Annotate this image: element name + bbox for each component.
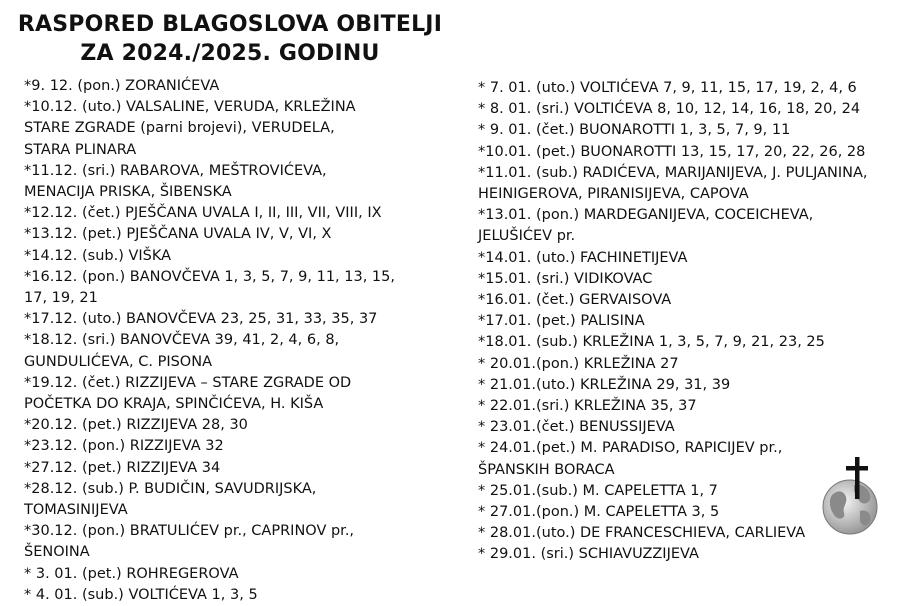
title-line-1: RASPORED BLAGOSLOVA OBITELJI — [17, 12, 443, 37]
schedule-line: *10.01. (pet.) BUONAROTTI 13, 15, 17, 20, 22, 26, 28 — [478, 143, 866, 160]
schedule-line: *19.12. (čet.) RIZZIJEVA – STARE ZGRADE OD — [24, 374, 352, 391]
schedule-line: HEINIGEROVA, PIRANISIJEVA, CAPOVA — [478, 186, 749, 203]
schedule-line: JELUŠIĆEV pr. — [478, 228, 576, 245]
schedule-left-column — [24, 76, 454, 606]
schedule-line: 17, 19, 21 — [24, 290, 98, 307]
schedule-line: *17.12. (uto.) BANOVČEVA 23, 25, 31, 33, 35, 37 — [24, 311, 378, 328]
schedule-line: ŠENOINA — [24, 544, 90, 561]
schedule-line: * 22.01.(sri.) KRLEŽINA 35, 37 — [478, 398, 697, 415]
schedule-line: * 7. 01. (uto.) VOLTIĆEVA 7, 9, 11, 15, 17, 19, 2, 4, 6 — [478, 80, 857, 96]
schedule-line: *9. 12. (pon.) ZORANIĆEVA — [24, 78, 220, 94]
schedule-line: * 23.01.(čet.) BENUSSIJEVA — [478, 419, 675, 436]
schedule-line: *27.12. (pet.) RIZZIJEVA 34 — [24, 459, 221, 476]
schedule-line: *11.12. (sri.) RABAROVA, MEŠTROVIĆEVA, — [24, 162, 327, 179]
schedule-line: *10.12. (uto.) VALSALINE, VERUDA, KRLEŽINA — [24, 99, 356, 116]
schedule-line: MENACIJA PRISKA, ŠIBENSKA — [24, 184, 232, 201]
schedule-line: * 8. 01. (sri.) VOLTIĆEVA 8, 10, 12, 14, 16, 18, 20, 24 — [478, 101, 861, 118]
schedule-line: *18.01. (sub.) KRLEŽINA 1, 3, 5, 7, 9, 21, 23, 25 — [478, 334, 825, 351]
schedule-line: * 25.01.(sub.) M. CAPELETTA 1, 7 — [478, 482, 718, 499]
schedule-line: * 29.01. (sri.) SCHIAVUZZIJEVA — [478, 546, 699, 563]
schedule-line: STARE ZGRADE (parni brojevi), VERUDELA, — [24, 120, 335, 137]
cross-over-globe-icon — [820, 455, 890, 535]
schedule-line: * 28.01.(uto.) DE FRANCESCHIEVA, CARLIEVA — [478, 525, 806, 542]
schedule-line: * 27.01.(pon.) M. CAPELETTA 3, 5 — [478, 504, 720, 521]
schedule-line: * 9. 01. (čet.) BUONAROTTI 1, 3, 5, 7, 9, 11 — [478, 122, 791, 139]
schedule-line: GUNDULIĆEVA, C. PISONA — [24, 353, 212, 370]
title-line-2: ZA 2024./2025. GODINU — [80, 41, 380, 66]
schedule-line: *30.12. (pon.) BRATULIĆEV pr., CAPRINOV pr., — [24, 523, 355, 540]
schedule-line: *16.12. (pon.) BANOVČEVA 1, 3, 5, 7, 9, 11, 13, 15, — [24, 268, 395, 285]
schedule-line: *13.01. (pon.) MARDEGANIJEVA, COCEICHEVA, — [478, 207, 814, 224]
schedule-line: TOMASINIJEVA — [24, 502, 128, 519]
schedule-line: * 4. 01. (sub.) VOLTIĆEVA 1, 3, 5 — [24, 586, 258, 603]
schedule-line: *28.12. (sub.) P. BUDIČIN, SAVUDRIJSKA, — [24, 480, 317, 497]
schedule-line: *17.01. (pet.) PALISINA — [478, 313, 645, 330]
schedule-line: *11.01. (sub.) RADIĆEVA, MARIJANIJEVA, J. PULJANINA, — [478, 164, 868, 181]
schedule-line: *20.12. (pet.) RIZZIJEVA 28, 30 — [24, 417, 248, 434]
schedule-line: *12.12. (čet.) PJEŠČANA UVALA I, II, III, VII, VIII, IX — [24, 205, 382, 222]
schedule-line: *16.01. (čet.) GERVAISOVA — [478, 292, 672, 309]
schedule-line: * 24.01.(pet.) M. PARADISO, RAPICIJEV pr., — [478, 440, 783, 457]
schedule-line: *18.12. (sri.) BANOVČEVA 39, 41, 2, 4, 6, 8, — [24, 332, 340, 349]
schedule-line: *15.01. (sri.) VIDIKOVAC — [478, 270, 653, 287]
schedule-line: *23.12. (pon.) RIZZIJEVA 32 — [24, 438, 224, 455]
schedule-line: *14.01. (uto.) FACHINETIJEVA — [478, 249, 688, 266]
schedule-line: * 21.01.(uto.) KRLEŽINA 29, 31, 39 — [478, 376, 731, 393]
schedule-line: * 20.01.(pon.) KRLEŽINA 27 — [478, 355, 679, 372]
schedule-line: *13.12. (pet.) PJEŠČANA UVALA IV, V, VI, X — [24, 226, 332, 243]
schedule-line: STARA PLINARA — [24, 141, 137, 158]
schedule-line: POČETKA DO KRAJA, SPINČIĆEVA, H. KIŠA — [24, 396, 324, 413]
schedule-line: ŠPANSKIH BORACA — [478, 461, 615, 478]
schedule-line: * 3. 01. (pet.) ROHREGEROVA — [24, 565, 239, 582]
schedule-line: *14.12. (sub.) VIŠKA — [24, 247, 172, 264]
page-title — [0, 10, 460, 68]
